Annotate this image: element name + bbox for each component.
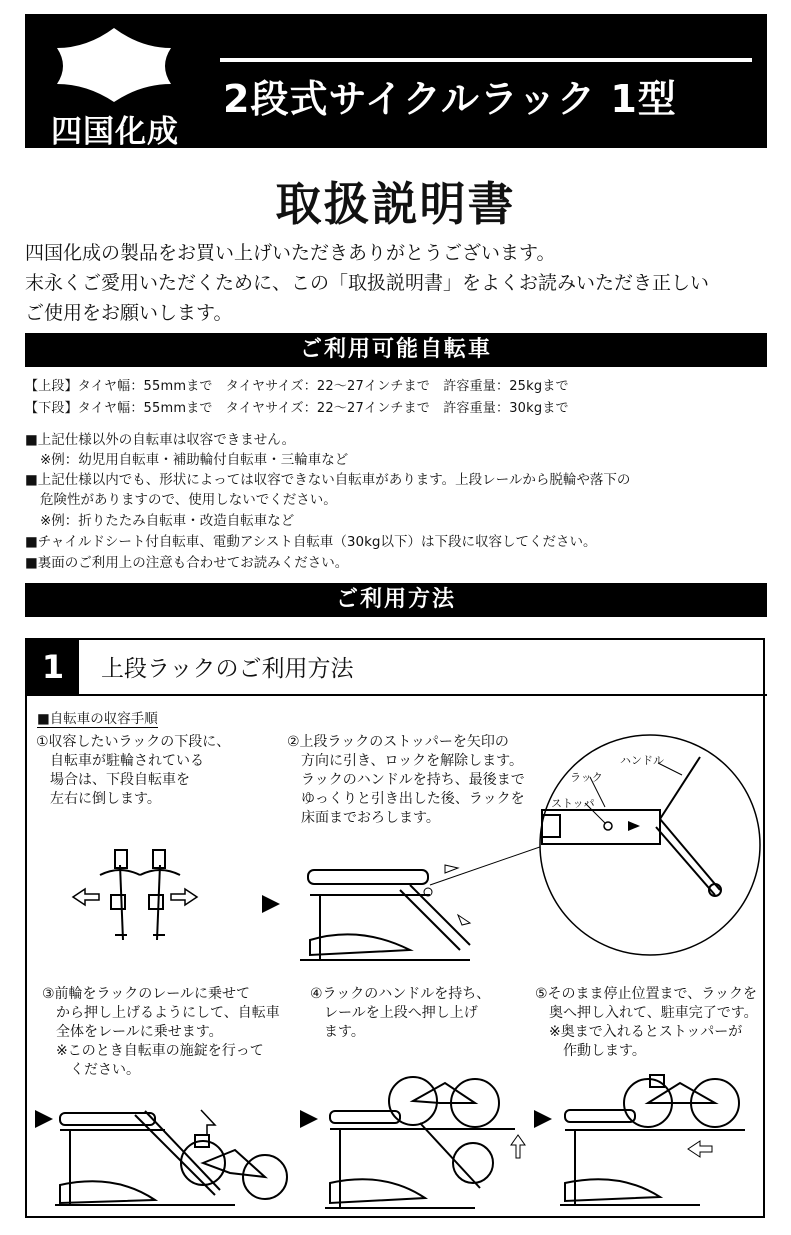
note-2-example: ※例：折りたたみ自転車・改造自転車など — [40, 513, 295, 529]
next-arrow-icon — [532, 1108, 554, 1130]
note-4: ■裏面のご利用上の注意も合わせてお読みください。 — [25, 555, 349, 571]
note-2: ■上記仕様以内でも、形状によっては収容できない自転車があります。上段レールから脱輪や落下の — [25, 472, 631, 488]
note-2-continued: 危険性がありますので、使用しないでください。 — [40, 492, 337, 508]
instruction-5: ⑤そのまま停止位置まで、ラックを 奥へ押し入れて、駐車完了です。 ※奥まで入れるとストッパーが 作動します。 — [535, 986, 758, 1059]
diagonal-arrow-icon — [201, 1110, 215, 1135]
illustration-park-complete — [560, 1065, 755, 1210]
note-1: ■上記仕様以外の自転車は収容できません。 — [25, 432, 296, 448]
step-number: 1 — [27, 640, 79, 694]
spec-lower: 【下段】タイヤ幅：55mmまで タイヤサイズ：22～27インチまで 許容重量：30kgまで — [25, 401, 569, 416]
product-name: 2段式サイクルラック 1型 — [223, 77, 677, 121]
callout-label-stopper: ストッパ — [551, 797, 595, 810]
instruction-1: ①収容したいラックの下段に、 自転車が駐輪されている 場合は、下段自転車を 左右に倒します。 — [36, 734, 231, 807]
instruction-2: ②上段ラックのストッパーを矢印の 方向に引き、ロックを解除します。 ラックのハンドルを持ち、最後まで ゆっくりと引き出した後、ラックを 床面までおろします。 — [287, 734, 525, 826]
document-title: 取扱説明書 — [275, 177, 516, 231]
company-logo-icon — [47, 26, 181, 104]
illustration-load-bicycle — [55, 1095, 295, 1210]
note-1-example: ※例：幼児用自転車・補助輪付自転車・三輪車など — [40, 452, 349, 468]
spec-upper: 【上段】タイヤ幅：55mmまで タイヤサイズ：22～27インチまで 許容重量：25kgまで — [25, 379, 569, 394]
left-arrow-icon — [688, 1141, 712, 1157]
intro-line-3: ご使用をお願いします。 — [25, 302, 233, 324]
up-arrow-icon — [511, 1135, 525, 1158]
callout-label-handle: ハンドル — [620, 754, 664, 767]
next-arrow-icon — [298, 1108, 320, 1130]
illustration-raise-rack — [325, 1063, 525, 1213]
instruction-4: ④ラックのハンドルを持ち、 レールを上段へ押し上げ ます。 — [310, 986, 491, 1040]
procedure-heading: ■自転車の収容手順 — [37, 707, 158, 728]
header-banner — [25, 14, 767, 148]
step-header-rule — [25, 694, 767, 696]
note-3: ■チャイルドシート付自転車、電動アシスト自転車（30kg以下）は下段に収容してください。 — [25, 534, 597, 550]
next-arrow-icon — [260, 893, 282, 915]
step-title: 上段ラックのご利用方法 — [101, 656, 354, 682]
section-usage: ご利用方法 — [25, 583, 767, 617]
callout-label-rack: ラック — [570, 771, 603, 784]
intro-line-2: 末永くご愛用いただくために、この「取扱説明書」をよくお読みいただき正しい — [25, 272, 710, 294]
section-usable-bicycles: ご利用可能自転車 — [25, 333, 767, 367]
left-arrow-icon — [73, 889, 99, 905]
next-arrow-icon — [33, 1108, 55, 1130]
illustration-tilt-bikes — [65, 845, 205, 950]
right-arrow-icon — [171, 889, 197, 905]
header-rule — [220, 58, 752, 62]
intro-line-1: 四国化成の製品をお買い上げいただきありがとうございます。 — [25, 242, 556, 264]
brand-name: 四国化成 — [51, 114, 179, 150]
instruction-3: ③前輪をラックのレールに乗せて から押し上げるようにして、自転車 全体をレールに乗せます。 ※このとき自転車の施錠を行って ください。 — [42, 986, 280, 1078]
